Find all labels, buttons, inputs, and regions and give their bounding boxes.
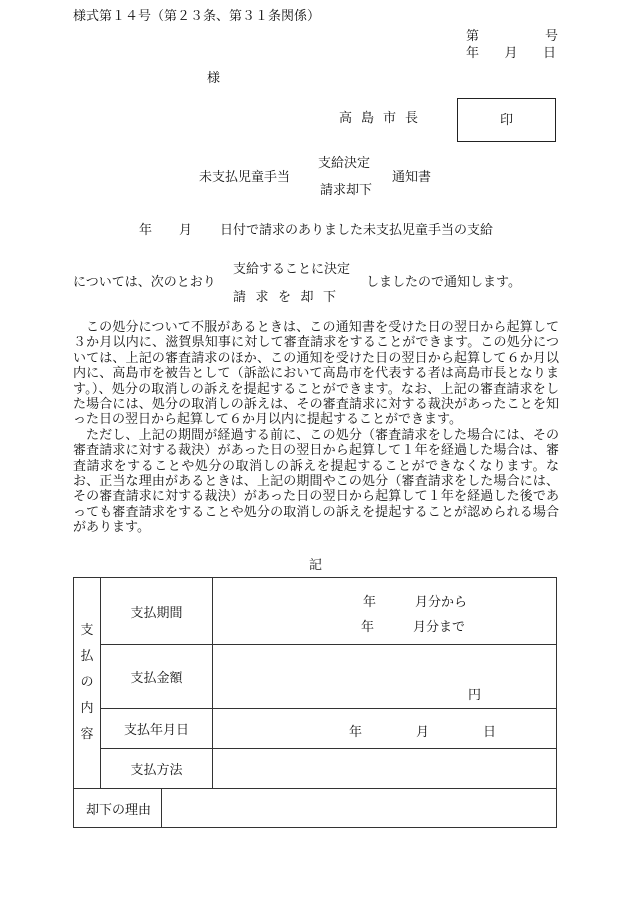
payment-section-char: 内 <box>80 701 94 716</box>
issue-date-year: 年 <box>466 46 480 61</box>
result-option-reject: 請求を却下 <box>233 290 346 305</box>
title-option-reject: 請求却下 <box>320 183 373 198</box>
title-subject: 未支払児童手当 <box>199 170 291 185</box>
title-option-approve: 支給決定 <box>318 156 371 171</box>
rejection-reason-field[interactable] <box>162 789 557 828</box>
payment-section-char: 容 <box>80 727 94 742</box>
request-month: 月 <box>179 223 193 238</box>
payment-date-field[interactable] <box>213 709 557 749</box>
seal-box <box>457 98 556 142</box>
document-number-label: 第 <box>466 29 480 44</box>
result-option-approve: 支給することに決定 <box>233 262 351 277</box>
payment-period-from: 年 月分から <box>363 595 468 610</box>
payment-amount-field[interactable] <box>213 645 557 709</box>
issue-date <box>466 47 556 60</box>
issuer-name: 高島市長 <box>339 111 428 126</box>
payment-date-day: 日 <box>483 725 497 740</box>
record-heading: 記 <box>309 558 323 573</box>
request-line-text: 日付で請求のありました未支払児童手当の支給 <box>220 223 494 238</box>
seal-label: 印 <box>499 112 513 128</box>
payment-section-char: の <box>80 675 94 690</box>
payment-date-month: 月 <box>416 725 430 740</box>
issue-date-day: 日 <box>542 46 556 61</box>
result-line-lead: については、次のとおり <box>73 275 216 290</box>
payment-period-field[interactable] <box>213 578 557 645</box>
form-number: 様式第１４号（第２３条、第３１条関係） <box>73 9 321 24</box>
payment-section-label <box>74 578 101 789</box>
addressee-suffix: 様 <box>207 71 221 86</box>
appeal-paragraph-2: ただし、上記の期間が経過する前に、この処分（審査請求をした場合には、その審査請求に対する裁決）があった日の翌日から起算して１年を経過した場合は、審査請求をすることや処分の取消しの訴えを提起することができなくなります。なお、正当な理由があるときは、上記の期間やこの処分（審査請求をした場合には、その審査請求に対する裁決）があった日の翌日から起算して１年を経過した後であっても審査請求をすることや処分の取消しの訴えを提起することが認められる場合があります。 <box>73 427 559 536</box>
payment-period-to: 年 月分まで <box>361 620 466 635</box>
payment-date-label: 支払年月日 <box>101 709 213 749</box>
payment-period-label: 支払期間 <box>101 578 213 645</box>
document-number-suffix: 号 <box>545 29 559 44</box>
payment-section-char: 支 <box>80 623 94 638</box>
rejection-reason-label: 却下の理由 <box>74 789 162 828</box>
payment-section-char: 払 <box>80 649 94 664</box>
payment-amount-unit: 円 <box>467 688 481 703</box>
result-line-tail: しましたので通知します。 <box>366 275 521 290</box>
title-notice: 通知書 <box>392 170 432 185</box>
issue-date-month: 月 <box>504 46 518 61</box>
payment-detail-table <box>73 577 557 828</box>
payment-date-year: 年 <box>349 725 363 740</box>
payment-method-label: 支払方法 <box>101 749 213 789</box>
payment-method-field[interactable] <box>213 749 557 789</box>
payment-amount-label: 支払金額 <box>101 645 213 709</box>
appeal-notice <box>73 320 559 536</box>
request-year: 年 <box>139 223 153 238</box>
appeal-paragraph-1: この処分について不服があるときは、この通知書を受けた日の翌日から起算して３か月以内に、滋賀県知事に対して審査請求をすることができます。この処分については、上記の審査請求のほか、この通知を受けた日の翌日から起算して６か月以内に、高島市を被告として（訴訟において高島市を代表する者は高島市長となります。）、処分の取消しの訴えを提起することができます。なお、上記の審査請求をした場合には、処分の取消しの訴えは、その審査請求に対する裁決があったことを知った日の翌日から起算して６か月以内に提起することができます。 <box>73 320 559 428</box>
